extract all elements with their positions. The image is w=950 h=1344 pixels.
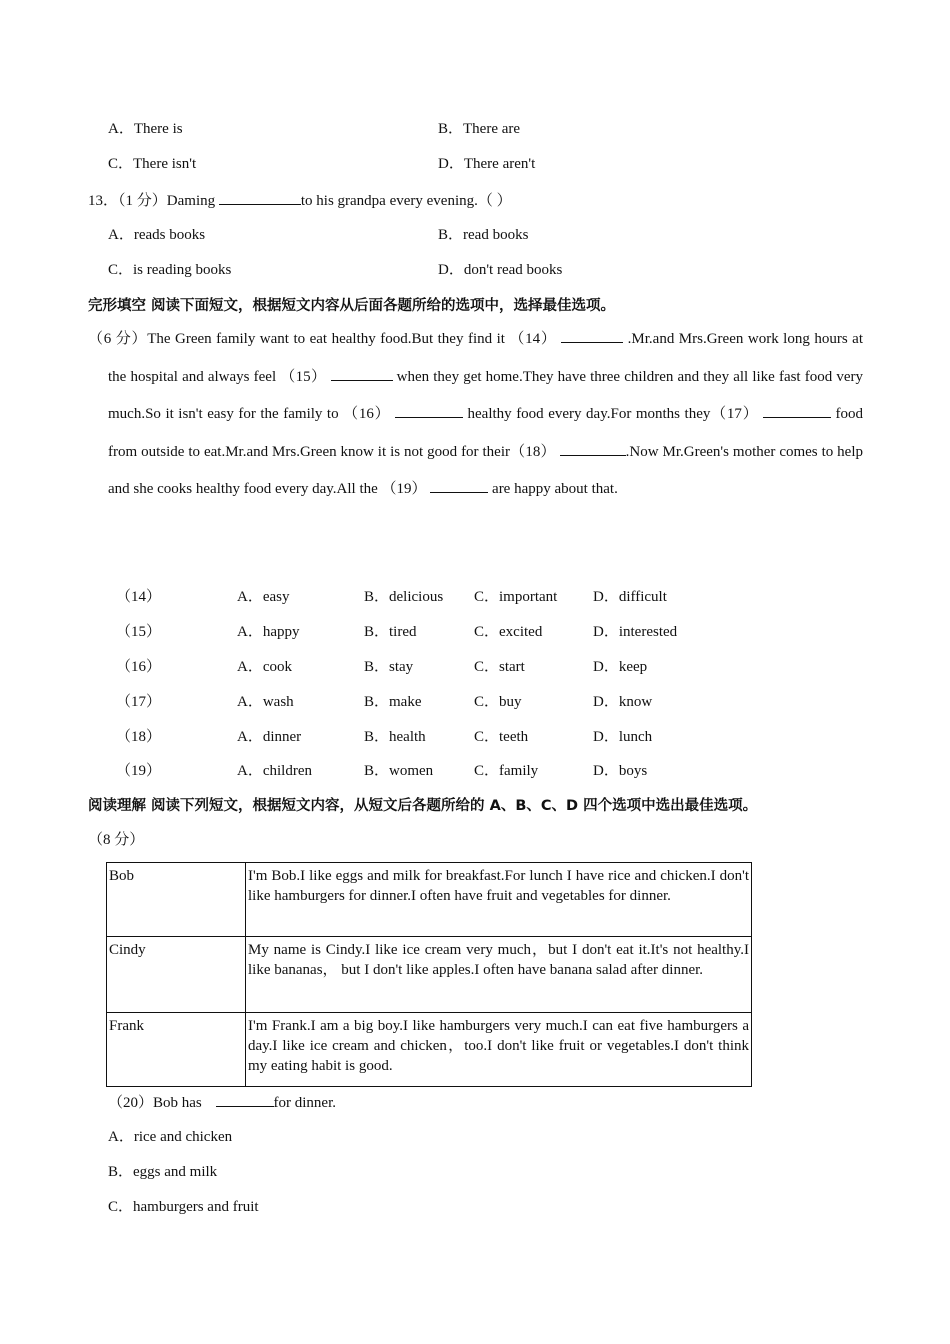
- option-b: B．health: [364, 729, 426, 745]
- row-number: （17）: [116, 694, 162, 710]
- option-a: A．happy: [237, 624, 300, 640]
- answer-blank[interactable]: [560, 441, 626, 456]
- answer-blank[interactable]: [216, 1092, 274, 1107]
- q13-option-c: C．is reading books: [108, 262, 232, 278]
- q12-option-d: D．There aren't: [438, 156, 536, 172]
- option-c: C．teeth: [474, 729, 529, 745]
- option-d: D．interested: [593, 624, 678, 640]
- option-b: B．delicious: [364, 589, 444, 605]
- q12-option-a: A．There is: [108, 121, 183, 137]
- person-name: Cindy: [107, 937, 246, 1013]
- q13-option-d: D．don't read books: [438, 262, 563, 278]
- row-number: （15）: [116, 624, 162, 640]
- option-d: D．lunch: [593, 729, 653, 745]
- row-number: （19）: [116, 763, 162, 779]
- q13-option-a: A．reads books: [108, 227, 206, 243]
- option-c: C．excited: [474, 624, 543, 640]
- person-text: My name is Cindy.I like ice cream very much，but I don't eat it.It's not healthy.I like bananas， but I don't like apples.I often have banana salad after dinner.: [246, 937, 752, 1013]
- person-text: I'm Frank.I am a big boy.I like hamburgers very much.I can eat five hamburgers a day.I like ice cream and chicken，too.I don't like fruit or vegetables.I don't think my eating habit is good.: [246, 1013, 752, 1087]
- option-d: D．know: [593, 694, 653, 710]
- option-b: B．tired: [364, 624, 417, 640]
- option-a: A．cook: [237, 659, 292, 675]
- option-c: C．important: [474, 589, 558, 605]
- answer-blank[interactable]: [331, 366, 393, 381]
- cloze-heading: 完形填空 阅读下面短文，根据短文内容从后面各题所给的选项中，选择最佳选项。: [88, 298, 616, 314]
- option-c: C．start: [474, 659, 525, 675]
- option-b: B．make: [364, 694, 422, 710]
- reading-score: （8 分）: [88, 832, 145, 848]
- table-row: [107, 937, 752, 1013]
- row-number: （18）: [116, 729, 162, 745]
- q20-option-a: A．rice and chicken: [108, 1129, 233, 1145]
- reading-heading: 阅读理解 阅读下列短文，根据短文内容，从短文后各题所给的 A、B、C、D 四个选项中选出最佳选项。: [88, 798, 758, 814]
- answer-blank[interactable]: [561, 328, 623, 343]
- q20-option-c: C．hamburgers and fruit: [108, 1199, 259, 1215]
- person-text: I'm Bob.I like eggs and milk for breakfast.For lunch I have rice and chicken.I don't like hamburgers for dinner.I often have fruit and vegetables for dinner.: [246, 863, 752, 937]
- option-a: A．easy: [237, 589, 290, 605]
- q20-stem: （20）Bob has for dinner.: [108, 1092, 336, 1112]
- answer-blank[interactable]: [219, 190, 301, 205]
- answer-blank[interactable]: [395, 403, 463, 418]
- q13-stem: 13．（1 分）Daming to his grandpa every evening.（ ）: [88, 190, 512, 210]
- reading-table: [106, 862, 752, 1087]
- q12-option-c: C．There isn't: [108, 156, 197, 172]
- answer-blank[interactable]: [430, 478, 488, 493]
- cloze-passage: （6 分）The Green family want to eat healthy food.But they find it （14） .Mr.and Mrs.Green work long hours at the hospital and always feel （15） when they get home.They have three children and they all like fast food very much.So it isn't easy for the family to （16） healthy food every day.For months they（17） food from outside to eat.Mr.and Mrs.Green know it is not good for their（18） .Now Mr.Green's mother comes to help and she cooks healthy food every day.All the （19） are happy about that.: [108, 321, 863, 509]
- table-row: [107, 1013, 752, 1087]
- option-d: D．keep: [593, 659, 648, 675]
- q13-option-b: B．read books: [438, 227, 529, 243]
- row-number: （14）: [116, 589, 162, 605]
- option-b: B．women: [364, 763, 434, 779]
- table-row: [107, 863, 752, 937]
- q12-option-b: B．There are: [438, 121, 521, 137]
- option-d: D．boys: [593, 763, 648, 779]
- q20-option-b: B．eggs and milk: [108, 1164, 218, 1180]
- option-a: A．wash: [237, 694, 294, 710]
- person-name: Frank: [107, 1013, 246, 1087]
- option-a: A．children: [237, 763, 312, 779]
- option-c: C．buy: [474, 694, 522, 710]
- option-a: A．dinner: [237, 729, 302, 745]
- option-b: B．stay: [364, 659, 414, 675]
- option-c: C．family: [474, 763, 539, 779]
- row-number: （16）: [116, 659, 162, 675]
- answer-blank[interactable]: [763, 403, 831, 418]
- option-d: D．difficult: [593, 589, 667, 605]
- person-name: Bob: [107, 863, 246, 937]
